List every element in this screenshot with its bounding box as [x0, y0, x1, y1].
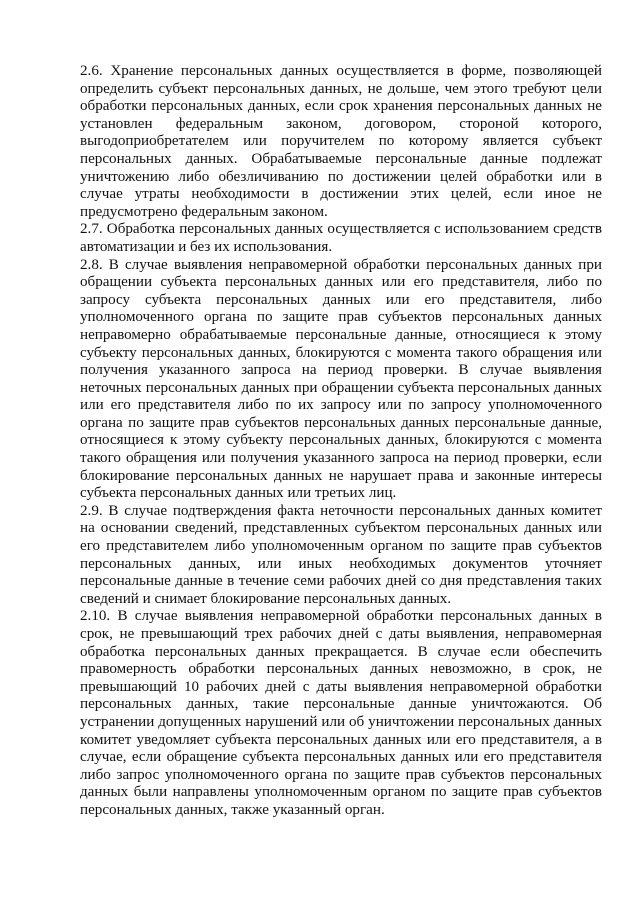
paragraph-2-6: 2.6. Хранение персональных данных осуществляется в форме, позволяющей определить субъект персональных данных, не дольше, чем этого требуют цели обработки персональных данных, если срок хранения персональных данных не установлен федеральным законом, договором, стороной которого, выгодоприобретателем или поручителем по которому является субъект персональных данных. Обрабатываемые персональные данные подлежат уничтожению либо обезличиванию по достижении целей обработки или в случае утраты необходимости в достижении этих целей, если иное не предусмотрено федеральным законом. [80, 63, 602, 220]
paragraph-2-10: 2.10. В случае выявления неправомерной обработки персональных данных в срок, не превышающий трех рабочих дней с даты выявления, неправомерная обработка персональных данных прекращается. В случае если обеспечить правомерность обработки персональных данных невозможно, в срок, не превышающий 10 рабочих дней с даты выявления неправомерной обработки персональных данных, такие персональные данные уничтожаются. Об устранении допущенных нарушений или об уничтожении персональных данных комитет уведомляет субъекта персональных данных или его представителя, а в случае, если обращение субъекта персональных данных или его представителя либо запрос уполномоченного органа по защите прав субъектов персональных данных были направлены уполномоченным органом по защите прав субъектов персональных данных, также указанный орган. [80, 608, 602, 818]
paragraph-2-8: 2.8. В случае выявления неправомерной обработки персональных данных при обращении субъекта персональных данных или его представителя, либо по запросу субъекта персональных данных или его представителя, либо уполномоченного органа по защите прав субъектов персональных данных неправомерно обрабатываемые персональные данные, относящиеся к этому субъекту персональных данных, блокируются с момента такого обращения или получения указанного запроса на период проверки. В случае выявления неточных персональных данных при обращении субъекта персональных данных или его представителя либо по их запросу или по запросу уполномоченного органа по защите прав субъектов персональных данных персональные данные, относящиеся к этому субъекту персональных данных, блокируются с момента такого обращения или получения указанного запроса на период проверки, если блокирование персональных данных не нарушает права и законные интересы субъекта персональных данных или третьих лиц. [80, 256, 602, 502]
paragraph-2-7: 2.7. Обработка персональных данных осуществляется с использованием средств автоматизации и без их использования. [80, 221, 602, 255]
document-page [80, 63, 602, 820]
paragraph-2-9: 2.9. В случае подтверждения факта неточности персональных данных комитет на основании сведений, представленных субъектом персональных данных или его представителем либо уполномоченным органом по защите прав субъектов персональных данных, или иных необходимых документов уточняет персональные данные в течение семи рабочих дней со дня представления таких сведений и снимает блокирование персональных данных. [80, 502, 602, 607]
